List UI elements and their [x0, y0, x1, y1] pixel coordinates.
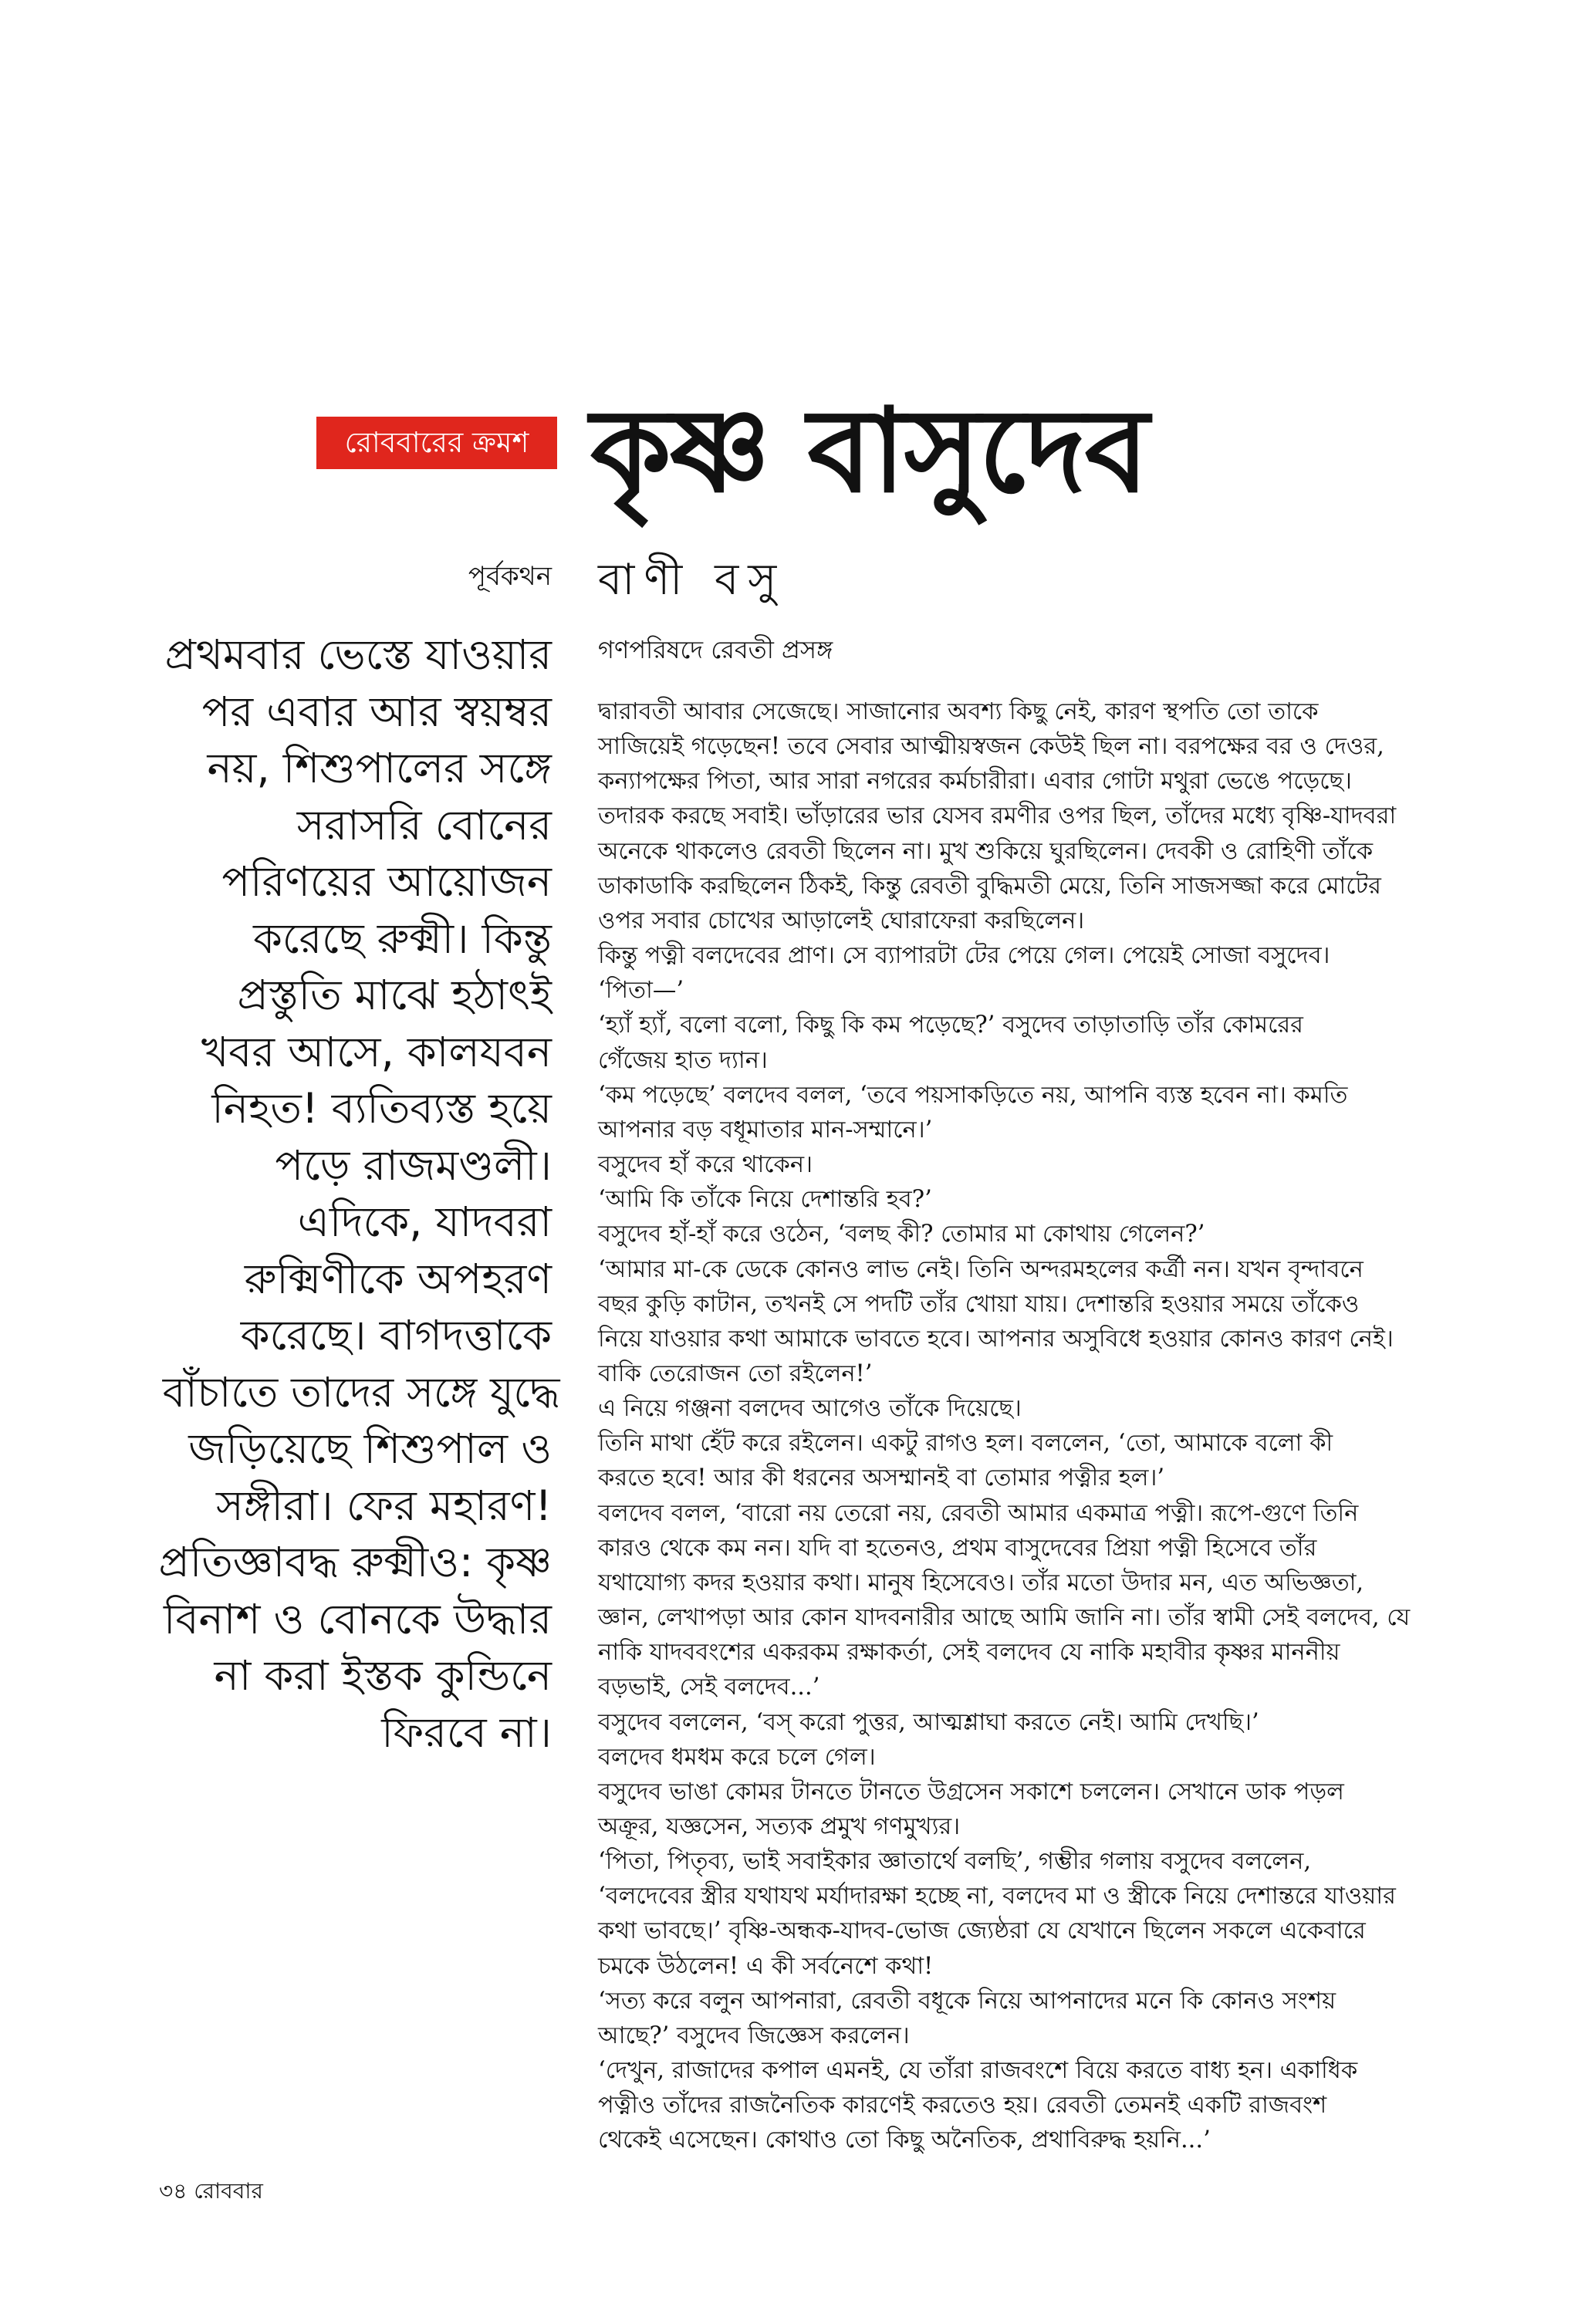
body-line: গেঁজেয় হাত দ্যান।	[598, 1046, 768, 1074]
page-folio: ৩৪ রোববার	[159, 2178, 263, 2204]
prologue-line: জড়িয়েছে শিশুপাল ও	[188, 1424, 552, 1473]
article-body	[598, 694, 1416, 2158]
body-line: তিনি মাথা হেঁট করে রইলেন। একটু রাগও হল। বললেন, ‘তো, আমাকে বলো কী	[598, 1430, 1333, 1458]
body-line: বলদেব বলল, ‘বারো নয় তেরো নয়, রেবতী আমার একমাত্র পত্নী। রূপে-গুণে তিনি	[598, 1499, 1359, 1527]
body-line: কন্যাপক্ষের পিতা, আর সারা নগরের কর্মচারীরা। এবার গোটা মথুরা ভেঙে পড়েছে।	[598, 768, 1352, 795]
body-line: যথাযোগ্য কদর হওয়ার কথা। মানুষ হিসেবেও। তাঁর মতো উদার মন, এত অভিজ্ঞতা,	[598, 1569, 1364, 1596]
body-line: ডাকাডাকি করছিলেন ঠিকই, কিন্তু রেবতী বুদ্ধিমতী মেয়ে, তিনি সাজসজ্জা করে মোটের	[598, 872, 1381, 900]
body-line: ‘পিতা—’	[598, 977, 684, 1005]
body-line: কারও থেকে কম নন। যদি বা হতেনও, প্রথম বাসুদেবের প্রিয়া পত্নী হিসেবে তাঁর	[598, 1534, 1317, 1562]
body-line: ‘পিতা, পিতৃব্য, ভাই সবাইকার জ্ঞাতার্থে বলছি’, গম্ভীর গলায় বসুদেব বললেন,	[598, 1848, 1312, 1876]
body-line: চমকে উঠলেন! এ কী সর্বনেশে কথা!	[598, 1952, 934, 1980]
body-line: কথা ভাবছে।’ বৃষ্ণি-অন্ধক-যাদব-ভোজ জ্যেষ্ঠরা যে যেখানে ছিলেন সকলে একেবারে	[598, 1917, 1366, 1945]
prologue-line: বিনাশ ও বোনকে উদ্ধার	[164, 1594, 552, 1643]
body-line: বছর কুড়ি কাটান, তখনই সে পদটি তাঁর খোয়া যায়। দেশান্তরি হওয়ার সময়ে তাঁকেও	[598, 1290, 1360, 1318]
body-line: ‘কম পড়েছে’ বলদেব বলল, ‘তবে পয়সাকড়িতে নয়, আপনি ব্যস্ত হবেন না। কমতি	[598, 1081, 1348, 1109]
body-line: নিয়ে যাওয়ার কথা আমাকে ভাবতে হবে। আপনার অসুবিধে হওয়ার কোনও কারণ নেই।	[598, 1325, 1394, 1353]
body-line: ‘দেখুন, রাজাদের কপাল এমনই, যে তাঁরা রাজবংশে বিয়ে করতে বাধ্য হন। একাধিক	[598, 2057, 1358, 2085]
prologue-line: প্রতিজ্ঞাবদ্ধ রুক্মীও: কৃষ্ণ	[158, 1538, 552, 1586]
body-line: বাকি তেরোজন তো রইলেন!’	[598, 1360, 873, 1387]
prologue-line: প্রস্তুতি মাঝে হঠাৎই	[237, 971, 552, 1019]
prologue-line: করেছে রুক্মী। কিন্তু	[253, 914, 552, 963]
body-line: আছে?’ বসুদেব জিজ্ঞেস করলেন।	[598, 2022, 910, 2049]
prologue-line: রুক্মিণীকে অপহরণ	[244, 1254, 552, 1303]
prologue-line: পরিণয়ের আয়োজন	[221, 857, 552, 906]
body-line: ‘বলদেবের স্ত্রীর যথাযথ মর্যাদারক্ষা হচ্ছে না, বলদেব মা ও স্ত্রীকে নিয়ে দেশান্তরে যাওয়ার	[598, 1883, 1396, 1910]
prologue-line: পর এবার আর স্বয়ম্বর	[201, 687, 552, 736]
prologue-line: বাঁচাতে তাদের সঙ্গে যুদ্ধে	[162, 1367, 560, 1417]
prologue-line: সঙ্গীরা। ফের মহারণ!	[215, 1481, 552, 1530]
body-line: নাকি যাদববংশের একরকম রক্ষাকর্তা, সেই বলদেব যে নাকি মহাবীর কৃষ্ণর মাননীয়	[598, 1639, 1340, 1667]
body-line: বসুদেব বললেন, ‘বস্ করো পুত্তর, আত্মশ্লাঘা করতে নেই। আমি দেখছি।’	[598, 1708, 1259, 1736]
body-line: দ্বারাবতী আবার সেজেছে। সাজানোর অবশ্য কিছু নেই, কারণ স্থপতি তো তাকে	[598, 698, 1319, 725]
page-title: কৃষ্ণ বাসুদেব	[590, 384, 1148, 519]
prologue-line: এদিকে, যাদবরা	[297, 1197, 552, 1246]
body-line: বসুদেব ভাঙা কোমর টানতে টানতে উগ্রসেন সকাশে চললেন। সেখানে ডাক পড়ল	[598, 1778, 1344, 1805]
body-line: ‘আমার মা-কে ডেকে কোনও লাভ নেই। তিনি অন্দরমহলের কর্ত্রী নন। যখন বৃন্দাবনে	[598, 1255, 1364, 1283]
prologue-line: খবর আসে, কালযবন	[201, 1027, 552, 1076]
body-line: আপনার বড় বধূমাতার মান-সম্মানে।’	[598, 1116, 933, 1143]
body-line: জ্ঞান, লেখাপড়া আর কোন যাদবনারীর আছে আমি জানি না। তাঁর স্বামী সেই বলদেব, যে	[598, 1604, 1411, 1632]
body-line: এ নিয়ে গঞ্জনা বলদেব আগেও তাঁকে দিয়েছে।	[598, 1395, 1022, 1423]
prologue-line: পড়ে রাজমণ্ডলী।	[275, 1140, 552, 1190]
body-line: সাজিয়েই গড়েছেন! তবে সেবার আত্মীয়স্বজন কেউই ছিল না। বরপক্ষের বর ও দেওর,	[598, 733, 1384, 761]
author-byline: বাণী বসু	[598, 555, 786, 605]
prologue-line: ফিরবে না।	[381, 1708, 552, 1757]
body-line: বসুদেব হাঁ-হাঁ করে ওঠেন, ‘বলছ কী? তোমার মা কোথায় গেলেন?’	[598, 1221, 1205, 1248]
chapter-subtitle: গণপরিষদে রেবতী প্রসঙ্গ	[598, 635, 833, 664]
prologue-line: প্রথমবার ভেস্তে যাওয়ার	[164, 630, 552, 679]
body-line: ‘সত্য করে বলুন আপনারা, রেবতী বধূকে নিয়ে আপনাদের মনে কি কোনও সংশয়	[598, 1987, 1336, 2015]
body-line: অনেকে থাকলেও রেবতী ছিলেন না। মুখ শুকিয়ে ঘুরছিলেন। দেবকী ও রোহিণী তাঁকে	[598, 837, 1374, 865]
prologue-line: নিহত! ব্যতিব্যস্ত হয়ে	[211, 1084, 552, 1133]
body-line: কিন্তু পত্নী বলদেবের প্রাণ। সে ব্যাপারটা টের পেয়ে গেল। পেয়েই সোজা বসুদেব।	[598, 942, 1330, 970]
body-line: ‘আমি কি তাঁকে নিয়ে দেশান্তরি হব?’	[598, 1186, 932, 1214]
body-line: ‘হ্যাঁ হ্যাঁ, বলো বলো, কিছু কি কম পড়েছে?’ বসুদেব তাড়াতাড়ি তাঁর কোমরের	[598, 1012, 1303, 1039]
series-badge: রোববারের ক্রমশ	[316, 417, 557, 469]
body-line: ওপর সবার চোখের আড়ালেই ঘোরাফেরা করছিলেন।	[598, 907, 1085, 934]
body-line: তদারক করছে সবাই। ভাঁড়ারের ভার যেসব রমণীর ওপর ছিল, তাঁদের মধ্যে বৃষ্ণি-যাদবরা	[598, 802, 1397, 830]
prologue-label: পূর্বকথন	[468, 561, 552, 592]
prologue-line: নয়, শিশুপালের সঙ্গে	[207, 744, 552, 792]
prologue-line: সরাসরি বোনের	[296, 800, 552, 850]
body-line: অক্রূর, যজ্ঞসেন, সত্যক প্রমুখ গণমুখ্যর।	[598, 1813, 961, 1840]
body-line: বসুদেব হাঁ করে থাকেন।	[598, 1151, 813, 1179]
prologue-line: করেছে। বাগদত্তাকে	[240, 1311, 552, 1360]
body-line: বলদেব ধমধম করে চলে গেল।	[598, 1743, 876, 1771]
body-line: করতে হবে! আর কী ধরনের অসম্মানই বা তোমার পত্নীর হল।’	[598, 1464, 1165, 1492]
prologue-line: না করা ইস্তক কুন্ডিনে	[214, 1651, 552, 1700]
prologue-summary	[154, 627, 560, 1761]
body-line: থেকেই এসেছেন। কোথাও তো কিছু অনৈতিক, প্রথাবিরুদ্ধ হয়নি...’	[598, 2126, 1211, 2154]
body-line: বড়ভাই, সেই বলদেব...’	[598, 1674, 820, 1701]
body-line: পত্নীও তাঁদের রাজনৈতিক কারণেই করতেও হয়। রেবতী তেমনই একটি রাজবংশ	[598, 2092, 1327, 2120]
